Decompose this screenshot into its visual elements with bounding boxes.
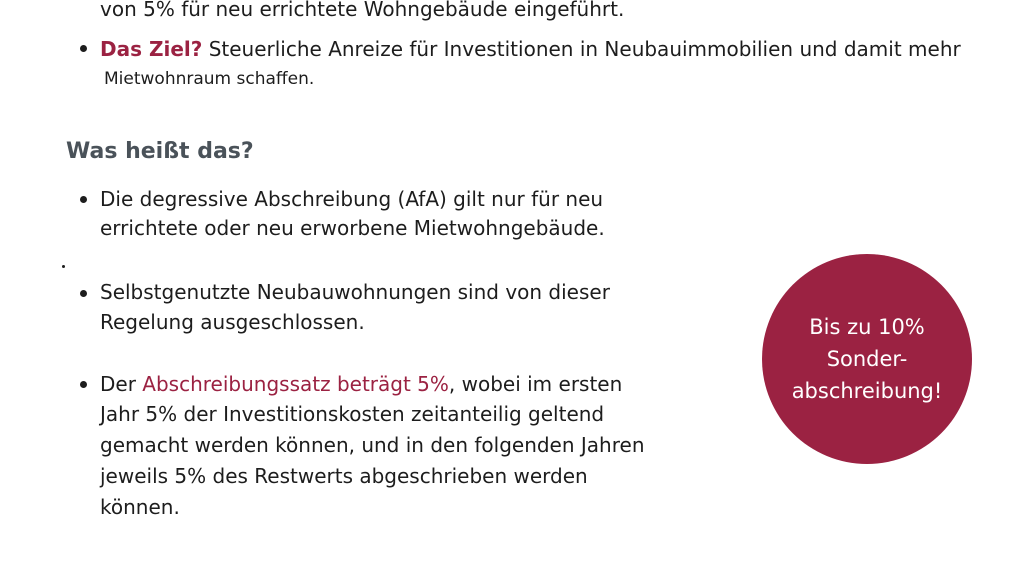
bullet-dot	[80, 290, 87, 297]
bullet-3-line-1	[100, 369, 622, 399]
section-heading: Was heißt das?	[66, 139, 254, 164]
bullet-1-line-2: errichtete oder neu erworbene Mietwohngebäude.	[100, 216, 605, 240]
bullet-dot	[80, 196, 87, 203]
bullet-2-line-1: Selbstgenutzte Neubauwohnungen sind von dieser	[100, 280, 610, 304]
badge-line-3: abschreibung!	[791, 379, 943, 403]
bullet-3-line-2: Jahr 5% der Investitionskosten zeitanteilig geltend	[100, 402, 605, 426]
bullet-2-line-2: Regelung ausgeschlossen.	[100, 310, 365, 334]
bullet-3-line-3: gemacht werden können, und in den folgenden Jahren	[100, 433, 645, 457]
intro-text: von 5% für neu errichtete Wohngebäude eingeführt.	[100, 0, 625, 21]
bullet-3-line-5: können.	[100, 495, 180, 519]
bullet-3-line-1-rest: , wobei im ersten	[448, 372, 623, 396]
bullet-3-line-4: jeweils 5% des Restwerts abgeschrieben werden	[100, 464, 588, 488]
badge-line-1: Bis zu 10%	[809, 315, 925, 339]
ziel-label: Das Ziel?	[100, 37, 203, 61]
ziel-text: Steuerliche Anreize für Investitionen in Neubauimmobilien und damit mehr	[202, 37, 961, 61]
bullet-dot	[80, 381, 87, 388]
sonderabschreibung-badge	[762, 254, 972, 464]
stray-dot	[62, 265, 65, 268]
ziel-line	[100, 34, 961, 64]
ziel-text-continued: Mietwohnraum schaffen.	[104, 69, 315, 89]
bullet-dot	[80, 45, 87, 52]
bullet-1-line-1: Die degressive Abschreibung (AfA) gilt nur für neu	[100, 187, 604, 211]
bullet-3-prefix: Der	[100, 372, 143, 396]
badge-line-2: Sonder-	[826, 347, 908, 371]
abschreibungssatz-highlight: Abschreibungssatz beträgt 5%	[142, 372, 449, 396]
